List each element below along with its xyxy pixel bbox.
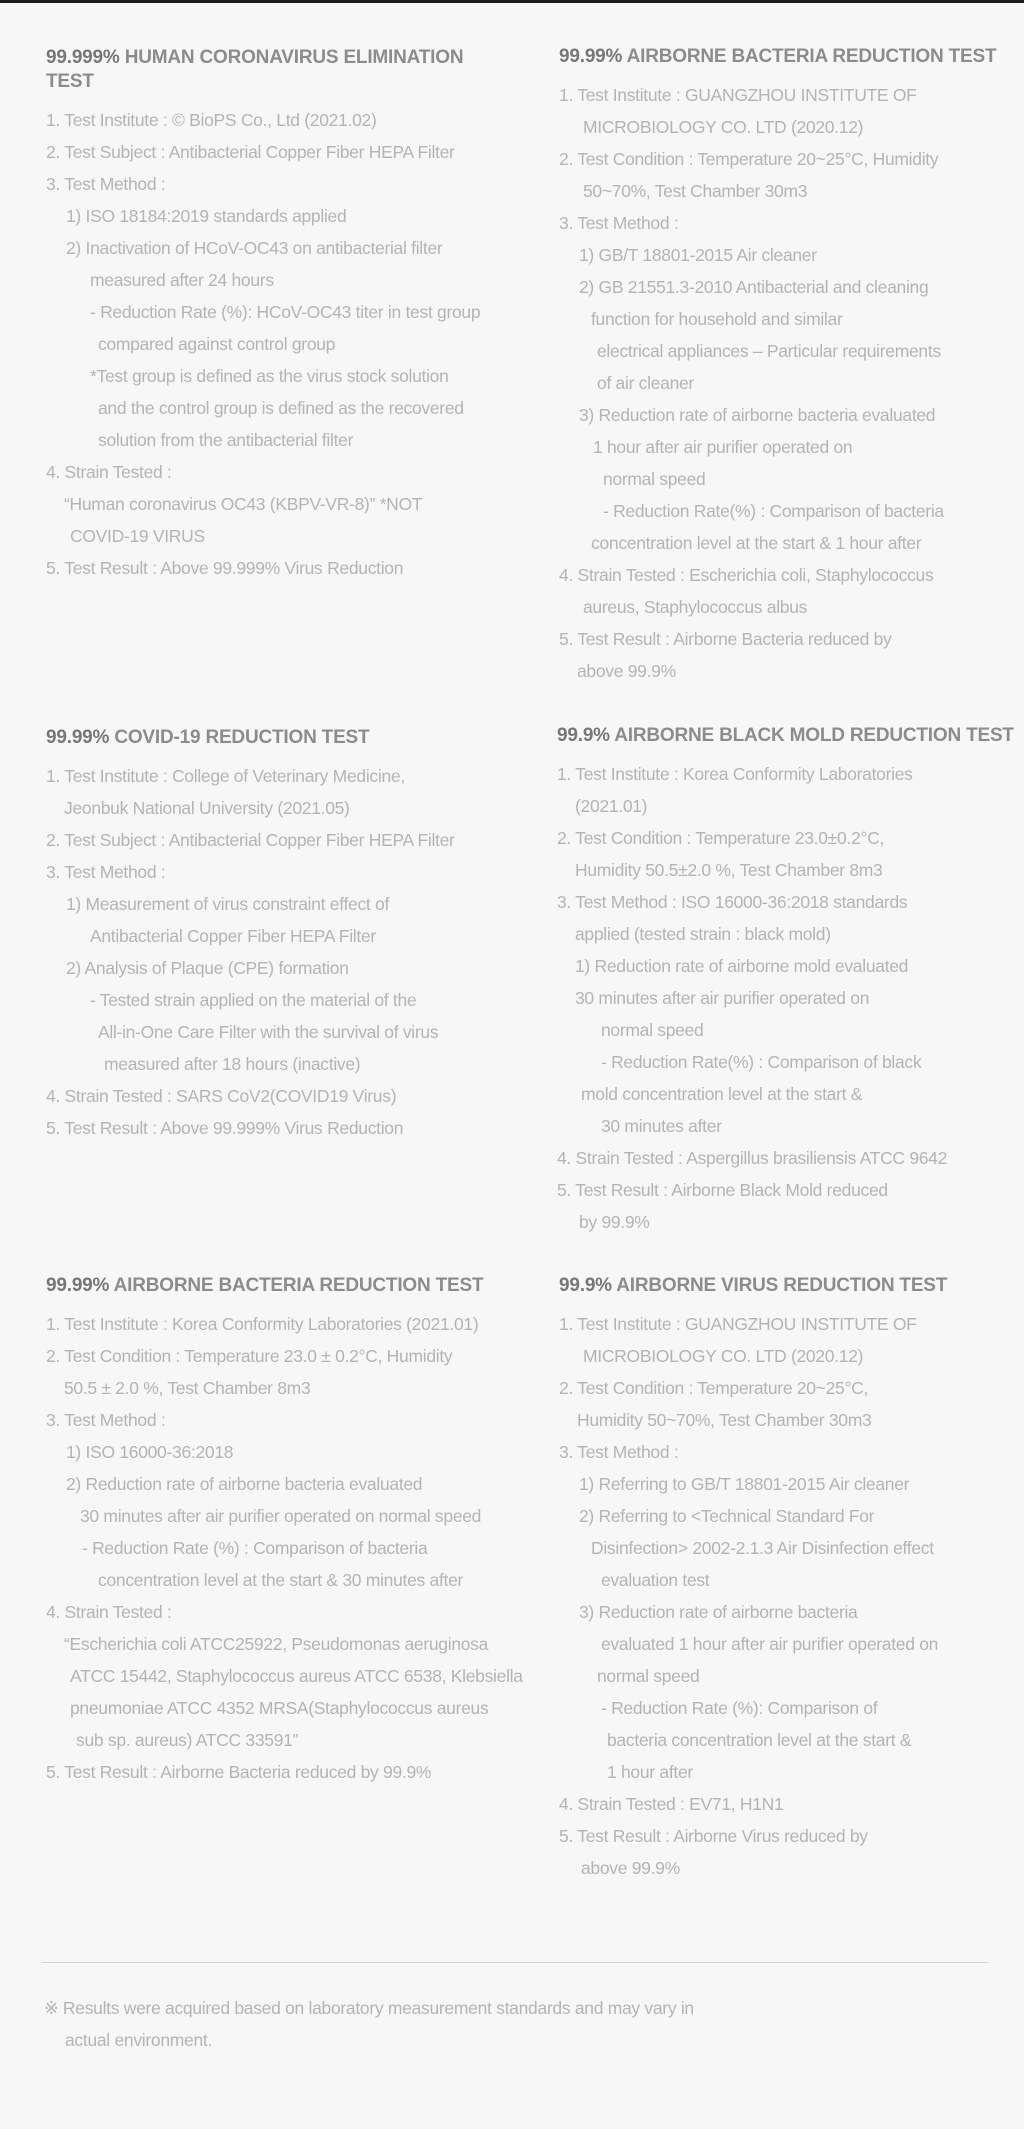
top-border — [0, 0, 1024, 3]
text-line: and the control group is defined as the recovered — [98, 398, 464, 418]
text-line: 5. Test Result : Airborne Black Mold reduced — [557, 1180, 888, 1200]
text-line: 4. Strain Tested : Escherichia coli, Staphylococcus — [559, 565, 934, 585]
text-line: - Reduction Rate (%) : Comparison of bacteria — [82, 1538, 428, 1558]
text-line: Disinfection> 2002-2.1.3 Air Disinfection effect — [591, 1538, 934, 1558]
text-line: 50~70%, Test Chamber 30m3 — [583, 181, 808, 201]
black-mold-test-section — [557, 724, 1024, 1238]
text-line: aureus, Staphylococcus albus — [583, 597, 808, 617]
text-line: 30 minutes after air purifier operated on — [575, 988, 870, 1008]
text-line: concentration level at the start & 1 hour after — [591, 533, 922, 553]
text-line: normal speed — [601, 1020, 704, 1040]
text-line: 30 minutes after air purifier operated on normal speed — [80, 1506, 482, 1526]
text-line: 30 minutes after — [601, 1116, 722, 1136]
text-line: - Tested strain applied on the material of the — [90, 990, 417, 1010]
text-line: actual environment. — [65, 2030, 213, 2050]
text-line: 1) Measurement of virus constraint effect of — [66, 894, 390, 914]
text-line: 4. Strain Tested : — [46, 462, 172, 482]
text-line: 2) GB 21551.3-2010 Antibacterial and cleaning — [579, 277, 929, 297]
text-line: 1. Test Institute : © BioPS Co., Ltd (2021.02) — [46, 110, 377, 130]
text-line: 50.5 ± 2.0 %, Test Chamber 8m3 — [64, 1378, 311, 1398]
title-percentage: 99.9% — [559, 1275, 612, 1296]
section-lines — [559, 1308, 1024, 1884]
text-line: 1. Test Institute : Korea Conformity Laboratories — [557, 764, 913, 784]
text-line: 1. Test Institute : College of Veterinary Medicine, — [46, 766, 405, 786]
text-line: 3. Test Method : — [559, 213, 679, 233]
section-lines — [46, 760, 516, 1144]
text-line: 1. Test Institute : GUANGZHOU INSTITUTE OF — [559, 1314, 917, 1334]
text-line: All-in-One Care Filter with the survival of virus — [98, 1022, 439, 1042]
text-line: *Test group is defined as the virus stock solution — [90, 366, 449, 386]
text-line: function for household and similar — [591, 309, 843, 329]
text-line: - Reduction Rate(%) : Comparison of black — [601, 1052, 922, 1072]
text-line: “Escherichia coli ATCC25922, Pseudomonas aeruginosa — [64, 1634, 489, 1654]
text-line: 1) ISO 18184:2019 standards applied — [66, 206, 347, 226]
text-line: 1) GB/T 18801-2015 Air cleaner — [579, 245, 817, 265]
text-line: “Human coronavirus OC43 (KBPV-VR-8)” *NOT — [64, 494, 423, 514]
text-line: 3. Test Method : — [46, 862, 166, 882]
text-line: solution from the antibacterial filter — [98, 430, 354, 450]
text-line: normal speed — [603, 469, 706, 489]
text-line: 1 hour after — [607, 1762, 693, 1782]
text-line: above 99.9% — [581, 1858, 680, 1878]
text-line: evaluation test — [601, 1570, 710, 1590]
text-line: Jeonbuk National University (2021.05) — [64, 798, 350, 818]
section-lines — [559, 79, 1024, 687]
section-title — [46, 46, 516, 94]
text-line: 1) Referring to GB/T 18801-2015 Air cleaner — [579, 1474, 910, 1494]
text-line: mold concentration level at the start & — [581, 1084, 863, 1104]
text-line: 3. Test Method : — [559, 1442, 679, 1462]
section-title — [46, 726, 516, 750]
text-line: - Reduction Rate(%) : Comparison of bacteria — [603, 501, 944, 521]
text-line: compared against control group — [98, 334, 336, 354]
airborne-bacteria-test-section-2 — [46, 1274, 546, 1788]
text-line: ※ Results were acquired based on laboratory measurement standards and may vary in — [44, 1998, 694, 2018]
section-lines — [557, 758, 1024, 1238]
text-line: 2. Test Condition : Temperature 23.0±0.2°C, — [557, 828, 885, 848]
section-title — [557, 724, 1024, 748]
text-line: sub sp. aureus) ATCC 33591” — [76, 1730, 299, 1750]
text-line: 3. Test Method : — [46, 174, 166, 194]
text-line: 4. Strain Tested : EV71, H1N1 — [559, 1794, 784, 1814]
text-line: 1. Test Institute : GUANGZHOU INSTITUTE OF — [559, 85, 917, 105]
footnote-lines — [44, 1992, 944, 2056]
text-line: COVID-19 VIRUS — [70, 526, 205, 546]
text-line: 3. Test Method : — [46, 1410, 166, 1430]
title-label: AIRBORNE BLACK MOLD REDUCTION TEST — [609, 725, 1014, 746]
text-line: applied (tested strain : black mold) — [575, 924, 831, 944]
text-line: 1 hour after air purifier operated on — [593, 437, 853, 457]
section-lines — [46, 104, 516, 584]
text-line: concentration level at the start & 30 minutes after — [98, 1570, 464, 1590]
text-line: 5. Test Result : Airborne Bacteria reduced by — [559, 629, 892, 649]
text-line: 2. Test Subject : Antibacterial Copper Fiber HEPA Filter — [46, 142, 455, 162]
footer-divider — [42, 1962, 988, 1963]
title-label: AIRBORNE BACTERIA REDUCTION TEST — [622, 46, 997, 67]
human-coronavirus-test-section — [46, 46, 516, 584]
text-line: by 99.9% — [579, 1212, 650, 1232]
airborne-bacteria-test-section-1 — [559, 45, 1024, 687]
section-title — [46, 1274, 546, 1298]
text-line: measured after 24 hours — [90, 270, 274, 290]
title-label: COVID-19 REDUCTION TEST — [109, 727, 370, 748]
text-line: 4. Strain Tested : — [46, 1602, 172, 1622]
text-line: 2. Test Subject : Antibacterial Copper Fiber HEPA Filter — [46, 830, 455, 850]
text-line: normal speed — [597, 1666, 700, 1686]
section-lines — [46, 1308, 546, 1788]
text-line: above 99.9% — [577, 661, 676, 681]
text-line: 5. Test Result : Airborne Virus reduced by — [559, 1826, 868, 1846]
text-line: 4. Strain Tested : Aspergillus brasiliensis ATCC 9642 — [557, 1148, 948, 1168]
text-line: 2. Test Condition : Temperature 23.0 ± 0.2°C, Humidity — [46, 1346, 453, 1366]
text-line: bacteria concentration level at the start & — [607, 1730, 912, 1750]
text-line: 5. Test Result : Airborne Bacteria reduced by 99.9% — [46, 1762, 432, 1782]
text-line: MICROBIOLOGY CO. LTD (2020.12) — [583, 117, 864, 137]
title-percentage: 99.9% — [557, 725, 610, 746]
text-line: 4. Strain Tested : SARS CoV2(COVID19 Virus) — [46, 1086, 397, 1106]
airborne-virus-test-section — [559, 1274, 1024, 1884]
text-line: 2. Test Condition : Temperature 20~25°C, Humidity — [559, 149, 939, 169]
title-percentage: 99.999% — [46, 47, 120, 68]
text-line: Antibacterial Copper Fiber HEPA Filter — [90, 926, 376, 946]
section-title — [559, 1274, 1024, 1298]
footnote — [44, 1992, 944, 2056]
text-line: 5. Test Result : Above 99.999% Virus Reduction — [46, 558, 404, 578]
title-label: AIRBORNE VIRUS REDUCTION TEST — [611, 1275, 948, 1296]
title-percentage: 99.99% — [46, 727, 110, 748]
text-line: 2) Analysis of Plaque (CPE) formation — [66, 958, 349, 978]
text-line: 3) Reduction rate of airborne bacteria — [579, 1602, 858, 1622]
text-line: pneumoniae ATCC 4352 MRSA(Staphylococcus aureus — [70, 1698, 489, 1718]
text-line: 1) Reduction rate of airborne mold evaluated — [575, 956, 909, 976]
text-line: electrical appliances – Particular requirements — [597, 341, 941, 361]
text-line: - Reduction Rate (%): HCoV-OC43 titer in test group — [90, 302, 481, 322]
text-line: of air cleaner — [597, 373, 694, 393]
text-line: - Reduction Rate (%): Comparison of — [601, 1698, 878, 1718]
section-title — [559, 45, 1024, 69]
text-line: 3) Reduction rate of airborne bacteria evaluated — [579, 405, 936, 425]
text-line: 2) Inactivation of HCoV-OC43 on antibacterial filter — [66, 238, 443, 258]
title-percentage: 99.99% — [559, 46, 623, 67]
covid19-test-section — [46, 726, 516, 1144]
text-line: 2. Test Condition : Temperature 20~25°C, — [559, 1378, 869, 1398]
text-line: Humidity 50~70%, Test Chamber 30m3 — [577, 1410, 872, 1430]
title-percentage: 99.99% — [46, 1275, 110, 1296]
title-label: HUMAN CORONAVIRUS ELIMINATION TEST — [46, 47, 464, 92]
text-line: measured after 18 hours (inactive) — [104, 1054, 361, 1074]
text-line: Humidity 50.5±2.0 %, Test Chamber 8m3 — [575, 860, 883, 880]
text-line: 2) Referring to <Technical Standard For — [579, 1506, 875, 1526]
text-line: 1. Test Institute : Korea Conformity Laboratories (2021.01) — [46, 1314, 479, 1334]
text-line: MICROBIOLOGY CO. LTD (2020.12) — [583, 1346, 864, 1366]
title-label: AIRBORNE BACTERIA REDUCTION TEST — [109, 1275, 484, 1296]
text-line: 5. Test Result : Above 99.999% Virus Reduction — [46, 1118, 404, 1138]
text-line: 2) Reduction rate of airborne bacteria evaluated — [66, 1474, 423, 1494]
text-line: 1) ISO 16000-36:2018 — [66, 1442, 234, 1462]
text-line: (2021.01) — [575, 796, 648, 816]
text-line: evaluated 1 hour after air purifier operated on — [601, 1634, 939, 1654]
text-line: ATCC 15442, Staphylococcus aureus ATCC 6538, Klebsiella — [70, 1666, 523, 1686]
text-line: 3. Test Method : ISO 16000-36:2018 standards — [557, 892, 908, 912]
